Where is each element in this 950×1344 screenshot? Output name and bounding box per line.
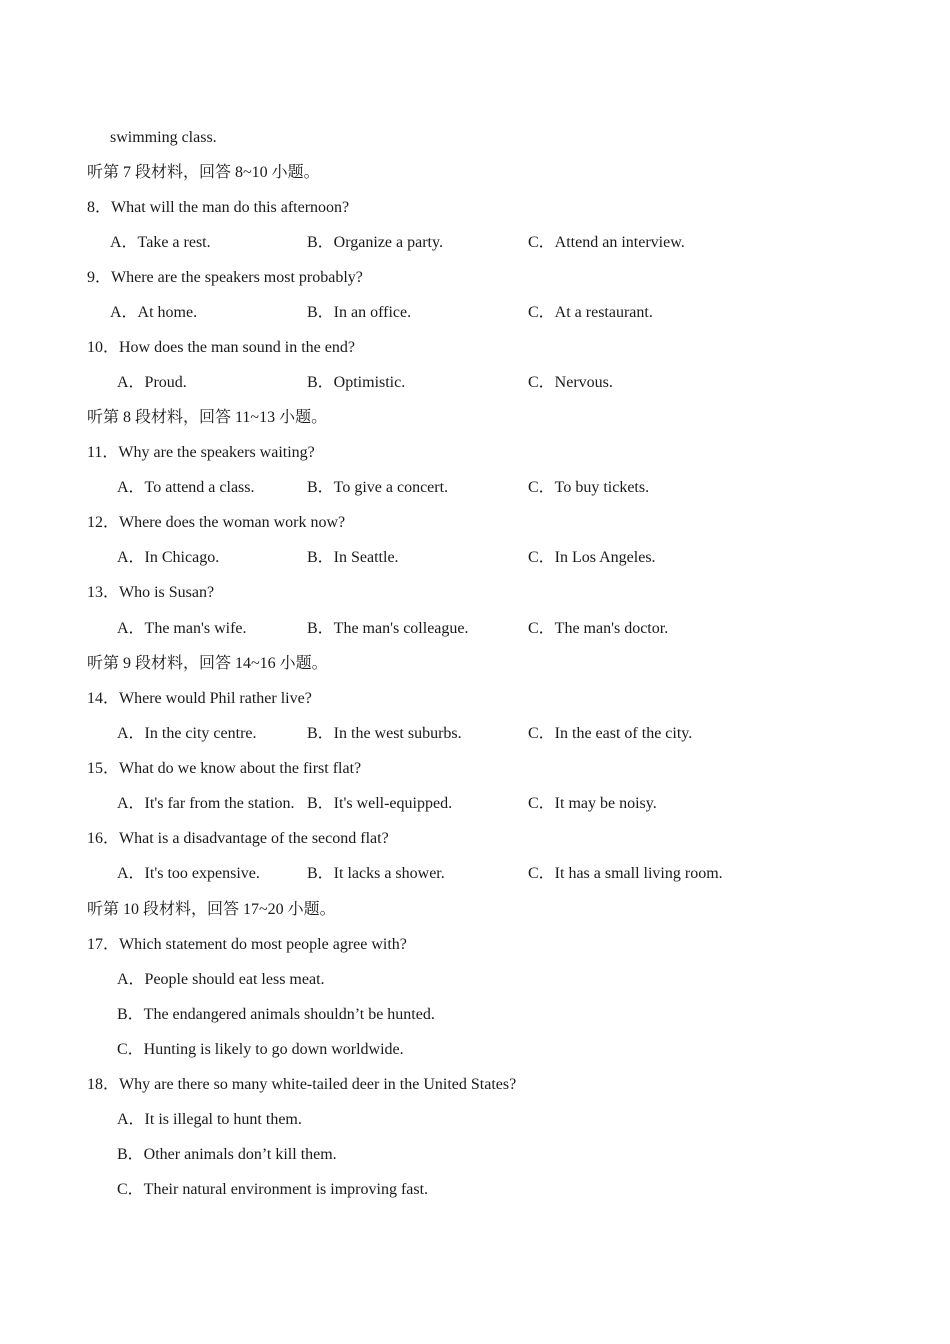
question-stem: 17．Which statement do most people agree with? (87, 936, 407, 953)
option-b: B．Optimistic. (307, 374, 406, 391)
section-heading-9: 听第 9 段材料，回答 14~16 小题。 (87, 655, 328, 672)
option-b: B．To give a concert. (307, 479, 449, 496)
option-b: B．In an office. (307, 304, 412, 321)
option-a: A．People should eat less meat. (117, 971, 325, 988)
option-c: C．The man's doctor. (528, 620, 669, 637)
option-c: C．Attend an interview. (528, 234, 685, 251)
option-b: B．It's well-equipped. (307, 795, 453, 812)
option-c: C．It may be noisy. (528, 795, 657, 812)
option-a: A．It's far from the station. (117, 795, 295, 812)
option-a: A．The man's wife. (117, 620, 247, 637)
continuation-text: swimming class. (110, 129, 217, 146)
question-stem: 12．Where does the woman work now? (87, 514, 346, 531)
question-stem: 8．What will the man do this afternoon? (87, 199, 350, 216)
section-heading-10: 听第 10 段材料，回答 17~20 小题。 (87, 901, 336, 918)
option-b: B．Other animals don’t kill them. (117, 1146, 337, 1163)
option-a: A．In Chicago. (117, 549, 220, 566)
option-a: A．Proud. (117, 374, 187, 391)
section-heading-8: 听第 8 段材料，回答 11~13 小题。 (87, 409, 328, 426)
option-b: B．In the west suburbs. (307, 725, 462, 742)
option-c: C．In the east of the city. (528, 725, 693, 742)
option-c: C．It has a small living room. (528, 865, 723, 882)
option-b: B．In Seattle. (307, 549, 399, 566)
question-stem: 18．Why are there so many white-tailed deer in the United States? (87, 1076, 517, 1093)
option-b: B．It lacks a shower. (307, 865, 445, 882)
option-b: B．The endangered animals shouldn’t be hunted. (117, 1006, 435, 1023)
option-c: C．In Los Angeles. (528, 549, 656, 566)
option-c: C．To buy tickets. (528, 479, 650, 496)
option-c: C．Their natural environment is improving fast. (117, 1181, 429, 1198)
question-stem: 10．How does the man sound in the end? (87, 339, 355, 356)
option-a: A．It is illegal to hunt them. (117, 1111, 302, 1128)
option-a: A．In the city centre. (117, 725, 257, 742)
question-stem: 9．Where are the speakers most probably? (87, 269, 363, 286)
option-a: A．To attend a class. (117, 479, 255, 496)
option-c: C．Nervous. (528, 374, 613, 391)
option-a: A．At home. (110, 304, 198, 321)
option-b: B．The man's colleague. (307, 620, 469, 637)
option-c: C．At a restaurant. (528, 304, 653, 321)
question-stem: 15．What do we know about the first flat? (87, 760, 362, 777)
option-a: A．Take a rest. (110, 234, 211, 251)
option-b: B．Organize a party. (307, 234, 443, 251)
option-a: A．It's too expensive. (117, 865, 260, 882)
option-c: C．Hunting is likely to go down worldwide. (117, 1041, 404, 1058)
question-stem: 14．Where would Phil rather live? (87, 690, 312, 707)
question-stem: 16．What is a disadvantage of the second flat? (87, 830, 389, 847)
question-stem: 11．Why are the speakers waiting? (87, 444, 315, 461)
question-stem: 13．Who is Susan? (87, 584, 215, 601)
section-heading-7: 听第 7 段材料，回答 8~10 小题。 (87, 164, 320, 181)
